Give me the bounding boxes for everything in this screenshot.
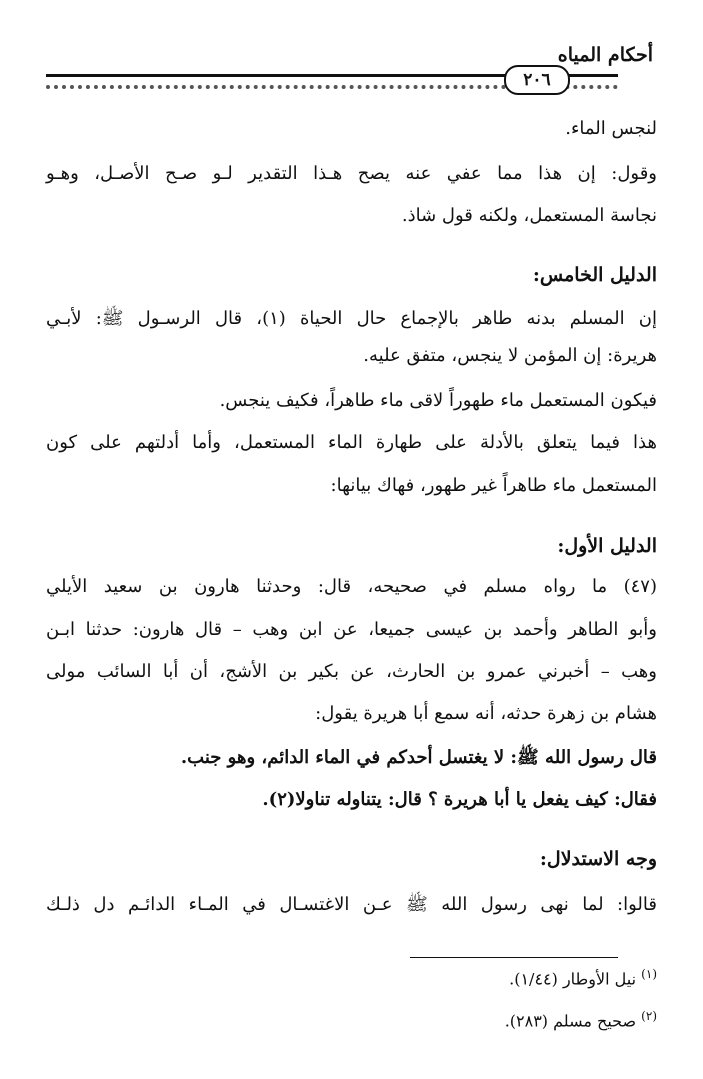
body-line: وأبو الطاهر وأحمد بن عيسى جميعا، عن ابن وهب – قال هارون: حدثنا ابـن — [46, 619, 657, 640]
body-line: هشام بن زهرة حدثه، أنه سمع أبا هريرة يقول: — [315, 703, 657, 724]
body-line: فيكون المستعمل ماء طهوراً لاقى ماء طاهراً، فكيف ينجس. — [219, 390, 657, 411]
footnote-separator — [410, 957, 618, 958]
body-line: قالوا: لما نهى رسول الله ﷺ عـن الاغتسـال في المـاء الدائـم دل ذلـك — [46, 894, 657, 915]
body-line: نجاسة المستعمل، ولكنه قول شاذ. — [401, 205, 657, 226]
hadith-text: فقال: كيف يفعل يا أبا هريرة ؟ قال: يتناوله تناولا(٢). — [262, 789, 657, 810]
running-title: أحكام المياه — [557, 44, 653, 66]
footnote-2 — [505, 1009, 657, 1030]
body-line: هريرة: إن المؤمن لا ينجس، متفق عليه. — [363, 345, 657, 366]
body-line: المستعمل ماء طاهراً غير طهور، فهاك بيانها: — [330, 475, 657, 496]
body-line: (٤٧) ما رواه مسلم في صحيحه، قال: وحدثنا هارون بن سعيد الأيلي — [46, 576, 657, 597]
footnote-1 — [509, 967, 657, 988]
body-line: لنجس الماء. — [565, 118, 657, 139]
footnote-text: صحيح مسلم (٢٨٣). — [504, 1011, 637, 1031]
footnote-ref: (٢) — [641, 1009, 657, 1023]
body-line: إن المسلم بدنه طاهر بالإجماع حال الحياة (١)، قال الرسـول ﷺ: لأبـي — [46, 308, 657, 329]
section-heading: الدليل الأول: — [557, 535, 657, 557]
footnote-ref: (١) — [641, 967, 657, 981]
hadith-text: قال رسول الله ﷺ: لا يغتسل أحدكم في الماء الدائم، وهو جنب. — [180, 747, 657, 768]
footnote-text: نيل الأوطار (١/٤٤). — [509, 969, 637, 989]
body-line: وقول: إن هذا مما عفي عنه يصح هـذا التقدير لـو صـح الأصـل، وهـو — [46, 163, 657, 184]
body-line: وهب – أخبرني عمرو بن الحارث، عن بكير بن الأشج، أن أبا السائب مولى — [46, 661, 657, 682]
page-number: ٢٠٦ — [504, 65, 570, 95]
section-heading: وجه الاستدلال: — [539, 848, 657, 870]
body-line: هذا فيما يتعلق بالأدلة على طهارة الماء المستعمل، وأما أدلتهم على كون — [46, 432, 657, 453]
section-heading: الدليل الخامس: — [532, 264, 657, 286]
